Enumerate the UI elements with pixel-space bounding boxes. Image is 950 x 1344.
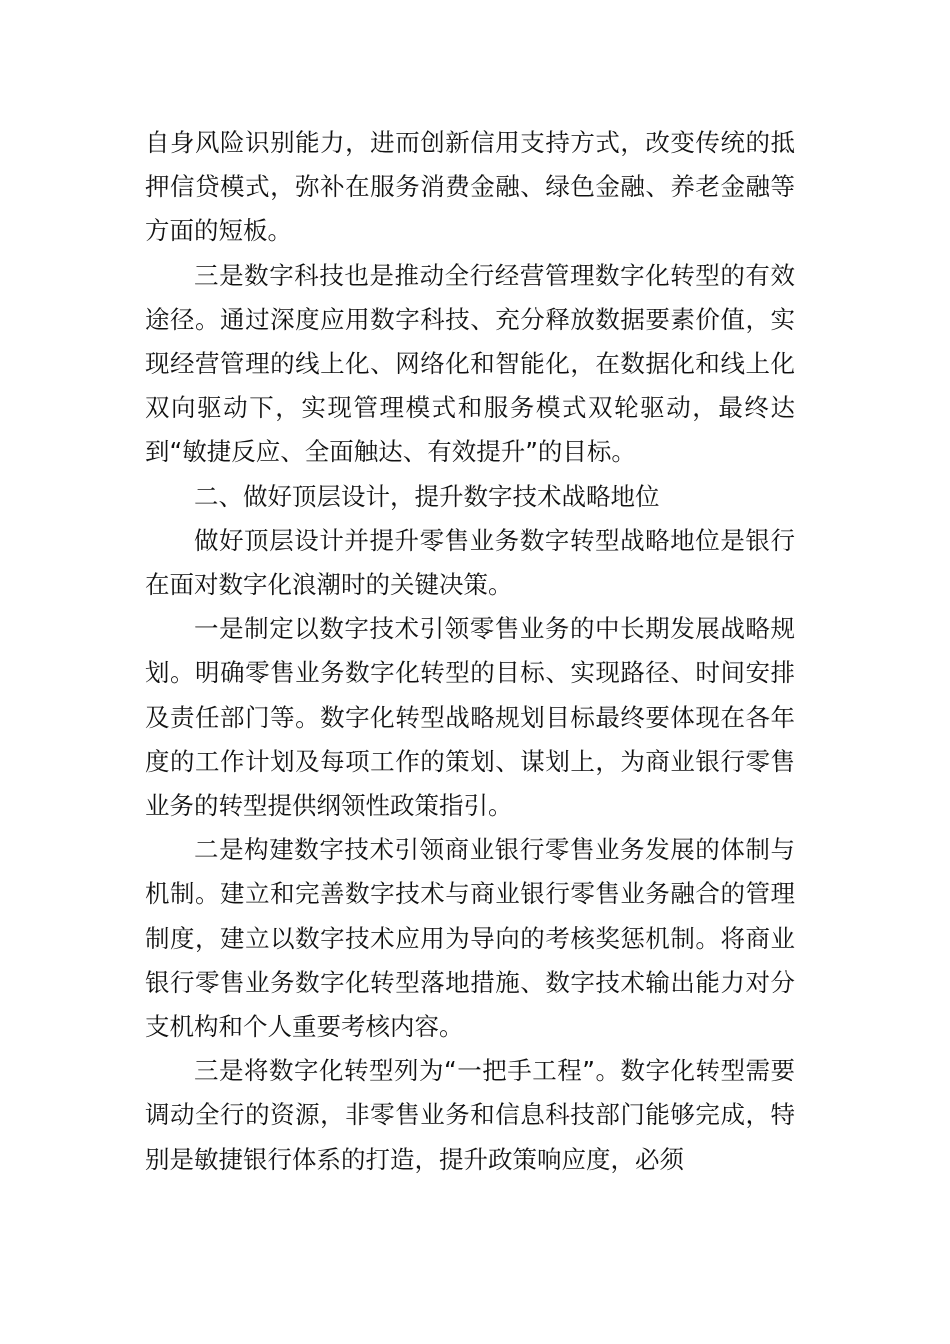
paragraph-point-three-leadership: 三是将数字化转型列为“一把手工程”。数字化转型需要调动全行的资源，非零售业务和信息科技部门能够完成，特别是敏捷银行体系的打造，提升政策响应度，必须 xyxy=(145,1056,795,1174)
paragraph-continuation: 自身风险识别能力，进而创新信用支持方式，改变传统的抵押信贷模式，弥补在服务消费金融、绿色金融、养老金融等方面的短板。 xyxy=(145,128,795,246)
paragraph-point-one-strategy: 一是制定以数字技术引领零售业务的中长期发展战略规划。明确零售业务数字化转型的目标、实现路径、时间安排及责任部门等。数字化转型战略规划目标最终要体现在各年度的工作计划及每项工作的策划、谋划上，为商业银行零售业务的转型提供纲领性政策指引。 xyxy=(145,614,795,821)
paragraph-section-intro: 做好顶层设计并提升零售业务数字转型战略地位是银行在面对数字化浪潮时的关键决策。 xyxy=(145,525,795,600)
document-page xyxy=(145,121,795,1182)
paragraph-point-three-digital-tech: 三是数字科技也是推动全行经营管理数字化转型的有效途径。通过深度应用数字科技、充分释放数据要素价值，实现经营管理的线上化、网络化和智能化，在数据化和线上化双向驱动下，实现管理模式和服务模式双轮驱动，最终达到“敏捷反应、全面触达、有效提升”的目标。 xyxy=(145,260,795,467)
section-heading-two: 二、做好顶层设计，提升数字技术战略地位 xyxy=(194,481,660,511)
paragraph-point-two-mechanism: 二是构建数字技术引领商业银行零售业务发展的体制与机制。建立和完善数字技术与商业银行零售业务融合的管理制度，建立以数字技术应用为导向的考核奖惩机制。将商业银行零售业务数字化转型落地措施、数字技术输出能力对分支机构和个人重要考核内容。 xyxy=(145,835,795,1042)
